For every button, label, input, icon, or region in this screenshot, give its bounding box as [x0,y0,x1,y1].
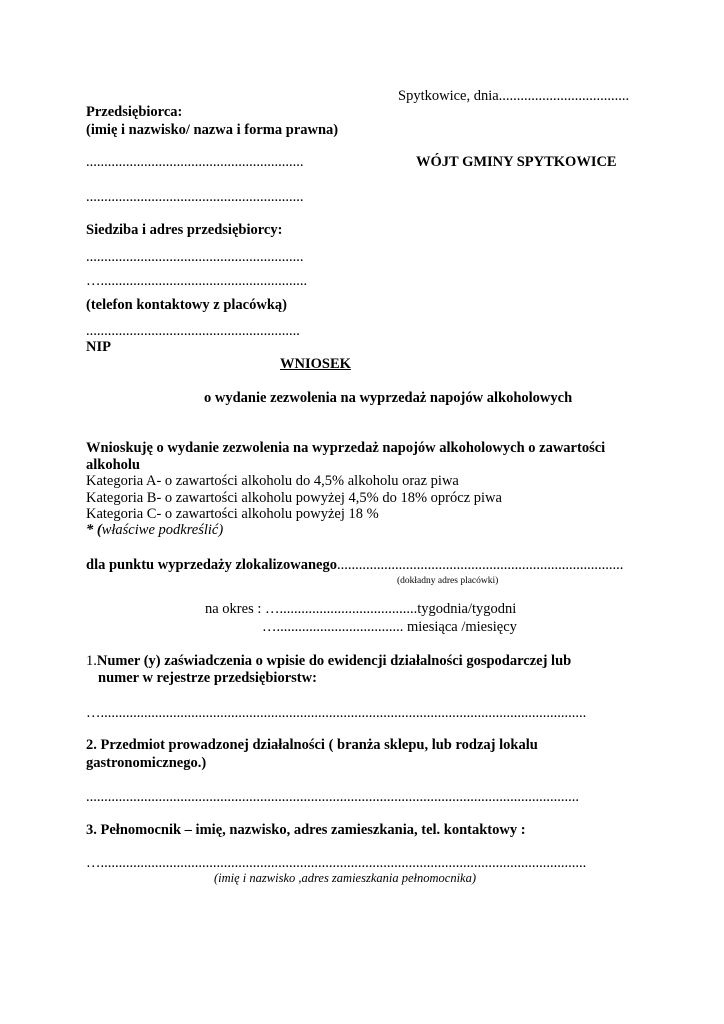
seat-line-1: ............................................................ [86,249,304,265]
category-a: Kategoria A- o zawartości alkoholu do 4,5% alkoholu oraz piwa [86,473,459,489]
location-dots: ............................................................................... [336,557,624,573]
location-line [86,557,623,574]
section-3-dots: …...................................................................................................................................... [86,855,587,871]
request-intro-line-2: alkoholu [86,457,140,473]
section-1-number: 1. [86,653,97,669]
underline-note: właściwe podkreślić) [101,522,224,538]
addressee: WÓJT GMINY SPYTKOWICE [416,154,617,170]
period-weeks: na okres : …......................................tygodnia/tygodni [205,601,517,617]
underline-instruction [86,522,223,539]
section-1-text: Numer (y) zaświadczenia o wpisie do ewidencji działalności gospodarczej lub [96,653,572,669]
place-date-line: Spytkowice, dnia.................................... [398,88,630,104]
entrepreneur-hint: (imię i nazwisko/ nazwa i forma prawna) [86,122,339,138]
phone-label: (telefon kontaktowy z placówką) [86,297,287,313]
section-2-line-1: 2. Przedmiot prowadzonej działalności ( branża sklepu, lub rodzaj lokalu [86,737,538,753]
section-1-dots: …...................................................................................................................................... [86,705,587,721]
section-3-line-1: 3. Pełnomocnik – imię, nazwisko, adres zamieszkania, tel. kontaktowy : [86,822,526,838]
seat-label: Siedziba i adres przedsiębiorcy: [86,222,283,238]
nip-label: NIP [86,339,111,355]
section-3-hint: (imię i nazwisko ,adres zamieszkania pełnomocnika) [214,871,476,885]
entrepreneur-label: Przedsiębiorca: [86,104,183,120]
document-title: WNIOSEK [280,356,351,372]
section-1-line-1 [86,653,571,670]
phone-line: ........................................................... [86,323,300,339]
period-months: …................................... miesiąca /miesięcy [262,619,517,635]
location-hint: (dokładny adres placówki) [397,576,499,586]
underline-prefix: * ( [86,522,102,538]
location-label: dla punktu wyprzedaży zlokalizowanego [86,557,337,573]
section-2-line-2: gastronomicznego.) [86,755,207,771]
section-2-dots: ........................................................................................................................................ [86,789,579,805]
category-c: Kategoria C- o zawartości alkoholu powyżej 18 % [86,506,379,522]
category-b: Kategoria B- o zawartości alkoholu powyżej 4,5% do 18% oprócz piwa [86,490,502,506]
document-subtitle: o wydanie zezwolenia na wyprzedaż napojów alkoholowych [204,390,573,406]
section-1-line-2: numer w rejestrze przedsiębiorstw: [98,670,317,686]
entrepreneur-line-1: ............................................................ [86,154,304,170]
request-intro-line-1: Wnioskuję o wydanie zezwolenia na wyprzedaż napojów alkoholowych o zawartości [86,440,606,456]
entrepreneur-line-2: ............................................................ [86,189,304,205]
seat-line-2: …......................................................... [86,273,308,289]
